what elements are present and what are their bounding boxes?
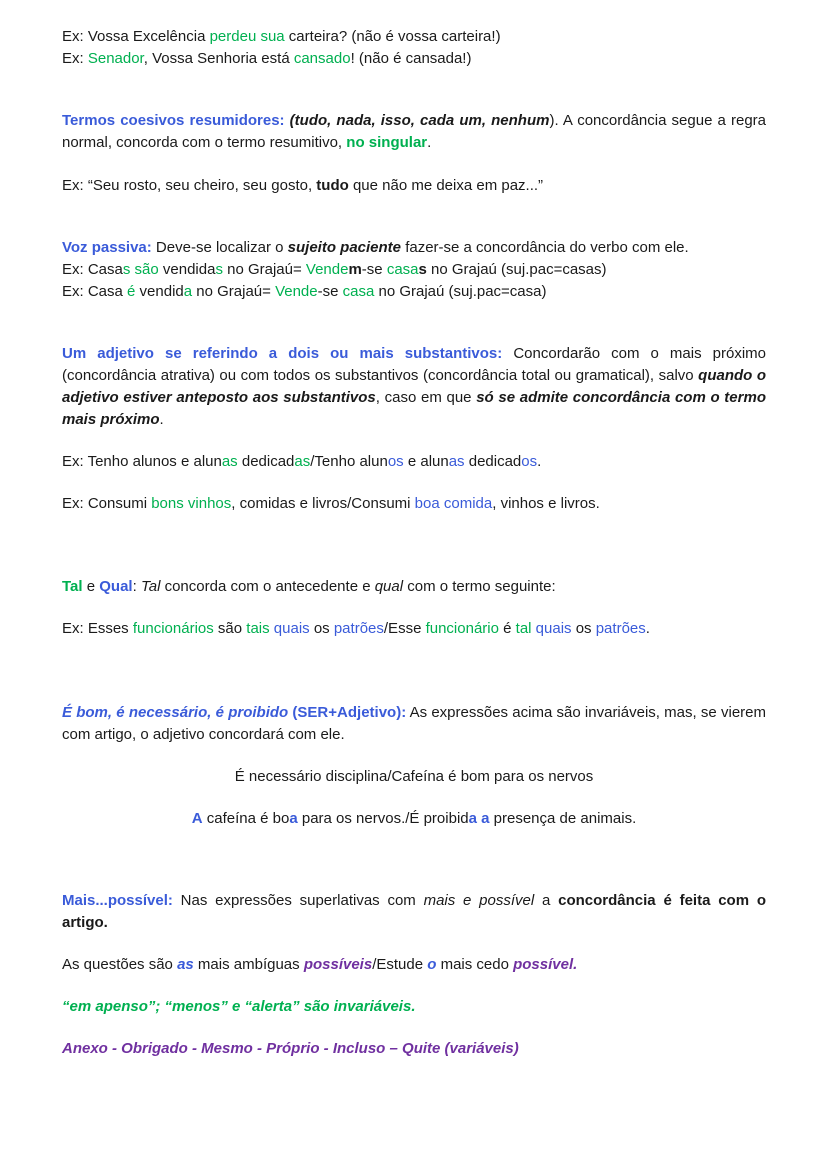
text-run: cansado	[293, 50, 351, 67]
text-run: e alun	[403, 453, 449, 470]
text-run: Senador	[87, 50, 144, 67]
example-line-funcionarios-patroes	[62, 618, 766, 640]
text-run: Mais...possível:	[62, 892, 173, 909]
text-run: quais	[535, 620, 572, 637]
text-run: as	[448, 453, 465, 470]
text-run: para os nervos./É proibid	[297, 810, 469, 827]
text-run: a	[289, 810, 298, 827]
text-run: tais	[246, 620, 270, 637]
text-run: s	[122, 261, 131, 278]
example-line-alunos-alunas	[62, 451, 766, 473]
text-run: os	[571, 620, 596, 637]
example-line-seu-rosto	[62, 175, 766, 197]
text-run: , vinhos e livros.	[492, 495, 600, 512]
text-run: concordância é feita com o artigo.	[62, 892, 766, 931]
section-adjetivo-substantivos	[62, 343, 766, 431]
example-line-cafeina-centered	[62, 766, 766, 788]
text-run: Ex: “Seu rosto, seu cheiro, seu gosto,	[62, 177, 317, 194]
section-ser-adjetivo	[62, 702, 766, 746]
text-run: As expressões acima são invariáveis, mas, se vierem com artigo, o adjetivo concordará com ele.	[62, 704, 766, 743]
text-run: Anexo - Obrigado - Mesmo - Próprio - Incluso – Quite (variáveis)	[62, 1040, 519, 1057]
text-run: Voz passiva:	[62, 239, 152, 256]
text-run: /Tenho alun	[310, 453, 388, 470]
text-run: m	[348, 261, 362, 278]
text-run: os	[387, 453, 404, 470]
text-run: casa	[342, 283, 375, 300]
text-run: é	[127, 283, 136, 300]
text-run: ! (não é cansada!)	[350, 50, 472, 67]
text-run: Qual	[99, 578, 133, 595]
text-run: é	[498, 620, 516, 637]
text-run: no Grajaú (suj.pac=casa)	[374, 283, 547, 300]
text-run: e	[82, 578, 100, 595]
text-run: são	[213, 620, 247, 637]
text-run: bons vinhos	[151, 495, 232, 512]
text-run: Ex:	[62, 50, 88, 67]
section-voz-passiva	[62, 237, 766, 259]
text-run: perdeu sua	[209, 28, 285, 45]
text-run: É necessário disciplina/Cafeína é bom para os nervos	[234, 768, 594, 785]
text-run: quais	[273, 620, 310, 637]
text-run: no singular	[346, 134, 428, 151]
text-run: Tal	[62, 578, 83, 595]
text-run: que não me deixa em paz...”	[348, 177, 544, 194]
text-run: patrões	[595, 620, 646, 637]
text-run: As questões são	[62, 956, 178, 973]
text-run: .	[427, 134, 432, 151]
example-line-questoes-ambiguas	[62, 954, 766, 976]
text-run: o	[427, 956, 437, 973]
text-run: vendid	[135, 283, 184, 300]
text-run: patrões	[333, 620, 384, 637]
text-run: /Esse	[383, 620, 426, 637]
text-run: mais e possível	[423, 892, 535, 909]
text-run: com o termo seguinte:	[403, 578, 556, 595]
text-run: :	[132, 578, 141, 595]
text-run: -se	[361, 261, 387, 278]
text-run: Vende	[305, 261, 349, 278]
text-run: os	[521, 453, 538, 470]
text-run: a a	[468, 810, 490, 827]
text-run: possível.	[513, 956, 578, 973]
section-mais-possivel	[62, 890, 766, 934]
text-run: qual	[374, 578, 404, 595]
text-run: .	[159, 411, 164, 428]
section-termos-coesivos	[62, 110, 766, 154]
text-run: presença de animais.	[489, 810, 637, 827]
text-run: dedicad	[237, 453, 295, 470]
text-run: s	[418, 261, 427, 278]
text-run: Ex: Consumi	[62, 495, 152, 512]
text-run: Concordarão com o mais próximo (concordância atrativa) ou com todos os substantivos (concordância total ou gramatical), salvo	[62, 345, 766, 384]
text-run: Termos coesivos resumidores:	[62, 112, 290, 129]
text-run: sujeito paciente	[287, 239, 402, 256]
example-line-casas-plural	[62, 259, 766, 281]
text-run: É bom, é necessário, é proibido	[62, 704, 289, 721]
text-run: ). A concordância segue a regra normal, concorda com o termo resumitivo,	[62, 112, 767, 151]
text-run: Deve-se localizar o	[151, 239, 288, 256]
text-run: só se admite concordância com o termo mais próximo	[62, 389, 766, 428]
text-run: A	[191, 810, 203, 827]
text-run: dedicad	[464, 453, 522, 470]
text-run: carteira? (não é vossa carteira!)	[284, 28, 501, 45]
text-run: no Grajaú=	[222, 261, 306, 278]
text-run: cafeína é bo	[202, 810, 290, 827]
section-tal-qual	[62, 576, 766, 598]
text-run: as	[294, 453, 311, 470]
text-run: Ex: Casa	[62, 261, 123, 278]
note-em-apenso-invariaveis	[62, 996, 766, 1018]
text-run: os	[309, 620, 334, 637]
text-run: .	[537, 453, 542, 470]
text-run: no Grajaú=	[192, 283, 276, 300]
text-run: s	[215, 261, 223, 278]
text-run: fazer-se a concordância do verbo com ele.	[401, 239, 689, 256]
text-run: tal	[515, 620, 532, 637]
text-run: as	[221, 453, 238, 470]
text-run: .	[645, 620, 650, 637]
text-run: -se	[317, 283, 343, 300]
text-run: são	[134, 261, 159, 278]
text-run: (tudo, nada, isso, cada um, nenhum	[289, 112, 550, 129]
text-run: a	[183, 283, 193, 300]
text-run: mais ambíguas	[193, 956, 304, 973]
text-run: (SER+Adjetivo):	[288, 704, 407, 721]
example-line-senador	[62, 48, 766, 70]
text-run: funcionários	[132, 620, 214, 637]
text-run: , comidas e livros/Consumi	[231, 495, 415, 512]
text-run: Tal	[140, 578, 161, 595]
example-line-vossa-excelencia	[62, 26, 766, 48]
text-run: possíveis	[303, 956, 373, 973]
note-anexo-variaveis	[62, 1038, 766, 1060]
text-run: Ex: Tenho alunos e alun	[62, 453, 222, 470]
text-run: a	[534, 892, 559, 909]
text-run: concorda com o antecedente e	[160, 578, 375, 595]
text-run: Nas expressões superlativas com	[172, 892, 424, 909]
text-run: boa comida	[414, 495, 493, 512]
text-run: Ex: Casa	[62, 283, 128, 300]
text-run: quando o adjetivo estiver anteposto aos substantivos	[62, 367, 766, 406]
text-run: , caso em que	[375, 389, 477, 406]
example-line-bons-vinhos	[62, 493, 766, 515]
text-run: tudo	[316, 177, 349, 194]
text-run: as	[177, 956, 194, 973]
document-content	[62, 26, 766, 1060]
text-run: casa	[386, 261, 419, 278]
example-line-a-cafeina-centered	[62, 808, 766, 830]
text-run: Ex: Esses	[62, 620, 133, 637]
text-run: “em apenso”; “menos” e “alerta” são invariáveis.	[62, 998, 416, 1015]
text-run: , Vossa Senhoria está	[143, 50, 294, 67]
text-run: mais cedo	[436, 956, 514, 973]
text-run: Um adjetivo se referindo a dois ou mais substantivos:	[62, 345, 503, 362]
text-run: Vende	[275, 283, 318, 300]
text-run: /Estude	[372, 956, 428, 973]
text-run: no Grajaú (suj.pac=casas)	[426, 261, 607, 278]
example-line-casa-singular	[62, 281, 766, 303]
text-run: vendida	[158, 261, 216, 278]
text-run: Ex: Vossa Excelência	[62, 28, 210, 45]
text-run: funcionário	[425, 620, 499, 637]
